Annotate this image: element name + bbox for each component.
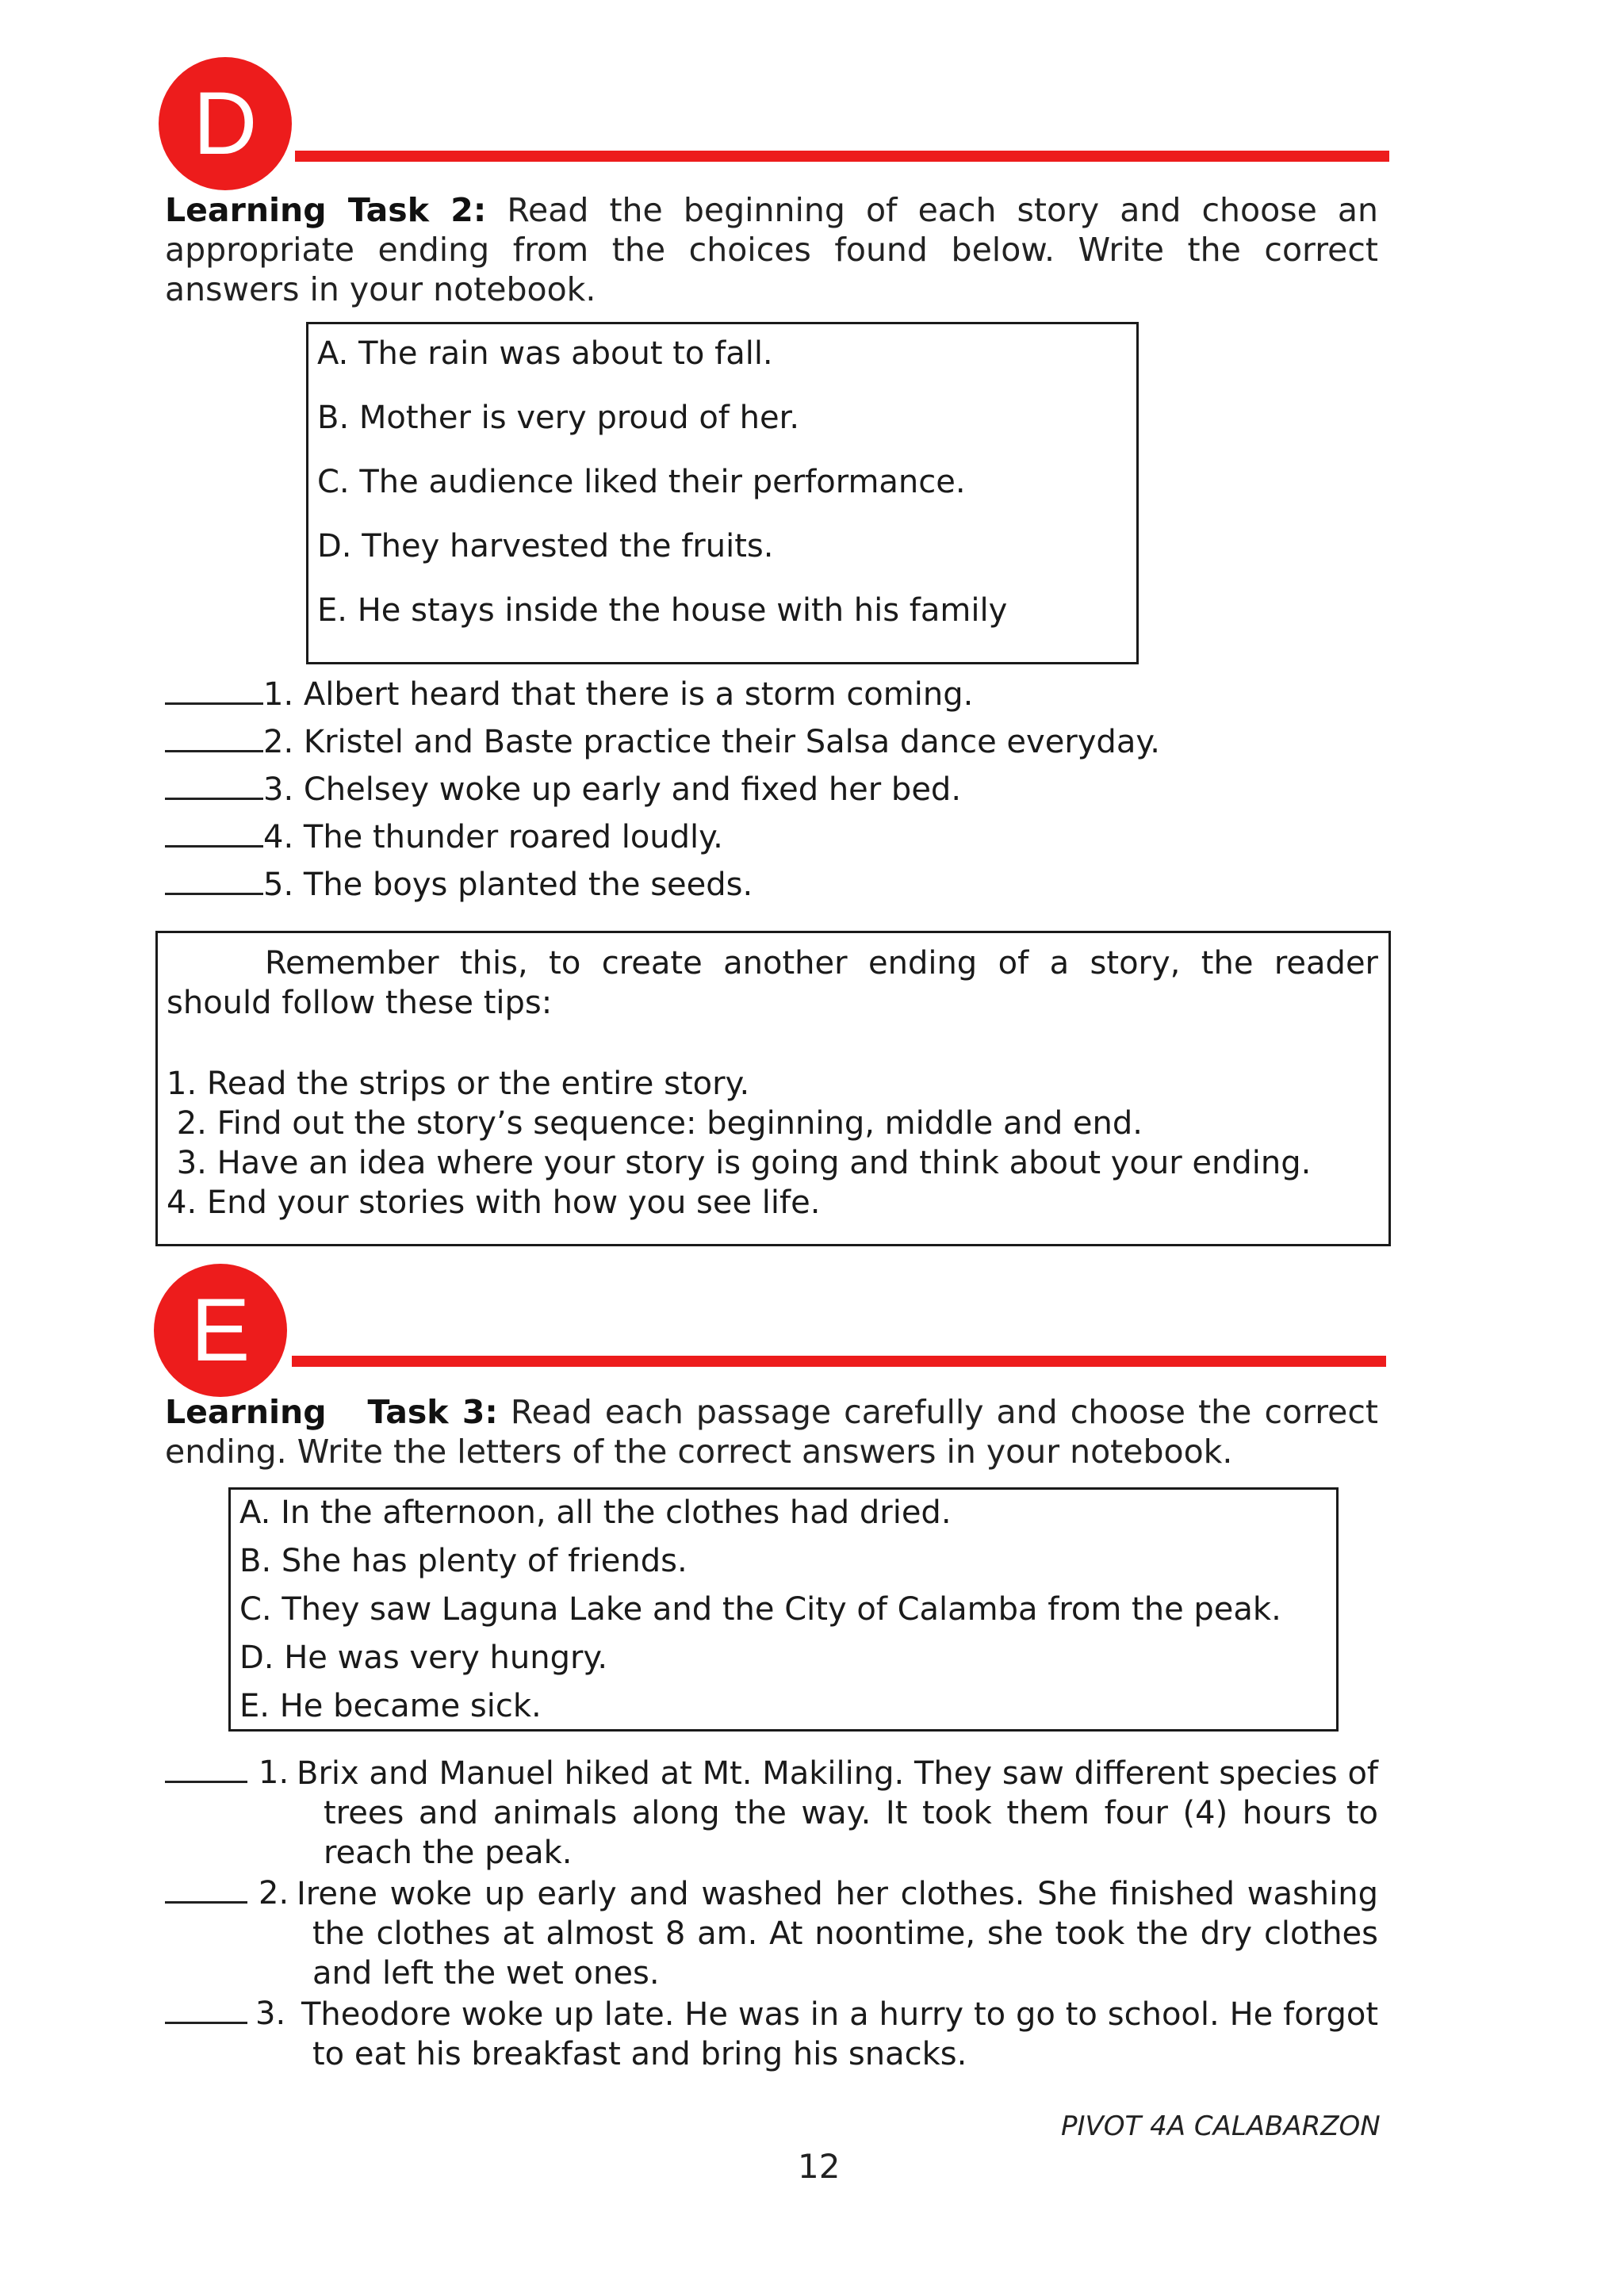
learning-task-2-text: Read the beginning of each story and choose an appropriate ending from the choices found below. Write the correct answers in your notebook. [165, 191, 1378, 308]
task-2-choice-b: B. Mother is very proud of her. [317, 400, 800, 436]
task-3-item-1-blank [165, 1754, 247, 1792]
task-3-item-2-text: Irene woke up early and washed her clothes. She finished washing the clothes at almost 8 am. At noontime, she took the dry clothes and left the wet ones. [297, 1876, 1378, 1992]
tip-1: 1. Read the strips or the entire story. [167, 1066, 750, 1102]
answer-blank [165, 675, 263, 705]
task-2-choice-c: C. The audience liked their performance. [317, 464, 966, 500]
task-3-item-1-text: Brix and Manuel hiked at Mt. Makiling. They saw different species of trees and animals along the way. It took them four (4) hours to reach the peak. [297, 1755, 1378, 1871]
page-number: 12 [798, 2147, 841, 2186]
learning-task-3-text: Read each passage carefully and choose the correct ending. Write the letters of the correct answers in your notebook. [165, 1393, 1379, 1471]
task-2-item-1: 1. Albert heard that there is a storm coming. [165, 675, 973, 714]
learning-task-3-instructions [165, 1392, 1378, 1471]
answer-blank [165, 1754, 247, 1783]
section-d-letter: D [193, 74, 258, 173]
task-3-item-3-blank [165, 1995, 247, 2033]
task-2-choice-e: E. He stays inside the house with his family [317, 592, 1008, 629]
task-3-item-2-number: 2. [259, 1875, 289, 1911]
answer-blank [165, 866, 263, 895]
section-e-divider [292, 1356, 1386, 1367]
section-d-divider [295, 151, 1389, 162]
answer-blank [165, 723, 263, 752]
task-2-choice-a: A. The rain was about to fall. [317, 335, 773, 372]
task-3-choice-d: D. He was very hungry. [239, 1640, 608, 1676]
task-3-choice-b: B. She has plenty of friends. [239, 1543, 688, 1579]
learning-task-3-label: Learning Task 3: [165, 1393, 498, 1431]
task-2-item-5: 5. The boys planted the seeds. [165, 866, 753, 904]
task-3-item-3-text: Theodore woke up late. He was in a hurry to go to school. He forgot to eat his breakfast and bring his snacks. [301, 1996, 1378, 2072]
task-3-item-3-number: 3. [255, 1996, 286, 2032]
remember-intro: Remember this, to create another ending of a story, the reader should follow these tips: [167, 945, 1378, 1021]
section-e-letter: E [190, 1280, 251, 1380]
answer-blank [165, 1995, 247, 2024]
task-3-item-2-blank [165, 1874, 247, 1912]
task-3-choice-e: E. He became sick. [239, 1688, 542, 1724]
answer-blank [165, 1874, 247, 1904]
answer-blank [165, 818, 263, 848]
footer-label: PIVOT 4A CALABARZON [1061, 2110, 1381, 2142]
learning-task-2-instructions [165, 190, 1378, 309]
task-3-choice-a: A. In the afternoon, all the clothes had dried. [239, 1494, 952, 1531]
task-2-item-3: 3. Chelsey woke up early and fixed her bed. [165, 771, 961, 809]
section-d-badge [159, 57, 292, 190]
answer-blank [165, 771, 263, 800]
task-2-item-4: 4. The thunder roared loudly. [165, 818, 723, 856]
task-2-item-2: 2. Kristel and Baste practice their Salsa dance everyday. [165, 723, 1160, 761]
tip-4: 4. End your stories with how you see life. [167, 1184, 821, 1221]
task-2-choice-d: D. They harvested the fruits. [317, 528, 774, 564]
task-3-item-1-number: 1. [259, 1755, 289, 1791]
tip-2: 2. Find out the story’s sequence: beginning, middle and end. [167, 1105, 1143, 1142]
section-e-badge [154, 1264, 287, 1397]
task-3-choice-c: C. They saw Laguna Lake and the City of Calamba from the peak. [239, 1591, 1281, 1628]
tip-3: 3. Have an idea where your story is going and think about your ending. [167, 1145, 1312, 1181]
learning-task-2-label: Learning Task 2: [165, 191, 487, 229]
